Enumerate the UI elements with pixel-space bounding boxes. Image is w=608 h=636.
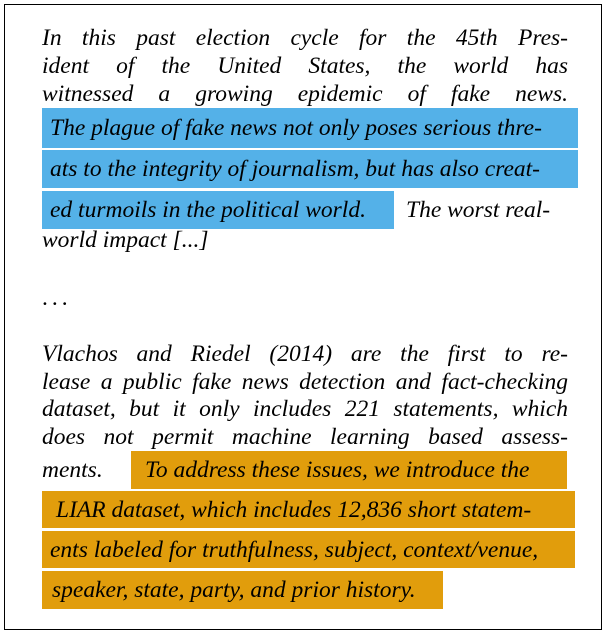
excerpt2-highlight-text-1: To address these issues, we introduce the	[145, 457, 530, 483]
excerpt1-line-1: In this past election cycle for the 45th Pres-	[42, 25, 568, 51]
excerpt1-tail: The worst real-	[406, 197, 551, 223]
excerpt1-highlight-text-2: ats to the integrity of journalism, but has also creat-	[50, 156, 541, 182]
excerpt2-highlight-4	[42, 571, 443, 609]
excerpt1-highlight-2	[42, 150, 578, 188]
excerpt2-line-2: lease a public fake news detection and fact-checking	[42, 369, 568, 395]
excerpt2-highlight-2	[42, 491, 575, 528]
excerpt2-line-1: Vlachos and Riedel (2014) are the first to re-	[42, 341, 568, 367]
excerpt2-line-4: does not permit machine learning based assess-	[42, 424, 568, 450]
excerpt2-highlight-1	[131, 451, 567, 489]
excerpt1-highlight-1	[42, 108, 578, 148]
excerpt1-line-3: witnessed a growing epidemic of fake news.	[42, 81, 568, 107]
excerpt1-highlight-text-3: ed turmoils in the political world.	[50, 197, 366, 223]
excerpt2-lead: ments.	[42, 457, 103, 483]
excerpt2-highlight-text-2: LIAR dataset, which includes 12,836 short statem-	[56, 496, 532, 523]
excerpt1-last-line: world impact [...]	[42, 227, 209, 253]
excerpt1-line-2: ident of the United States, the world has	[42, 53, 568, 79]
excerpt1-highlight-3	[42, 191, 394, 229]
excerpt1-highlight-text-1: The plague of fake news not only poses serious thre-	[50, 115, 542, 141]
excerpt2-highlight-text-3: ents labeled for truthfulness, subject, context/venue,	[50, 536, 539, 563]
excerpt2-line-3: dataset, but it only includes 221 statements, which	[42, 396, 568, 422]
excerpt2-highlight-3	[42, 531, 575, 568]
excerpt2-highlight-text-4: speaker, state, party, and prior history.	[52, 577, 416, 603]
ellipsis-separator: ...	[42, 285, 72, 311]
